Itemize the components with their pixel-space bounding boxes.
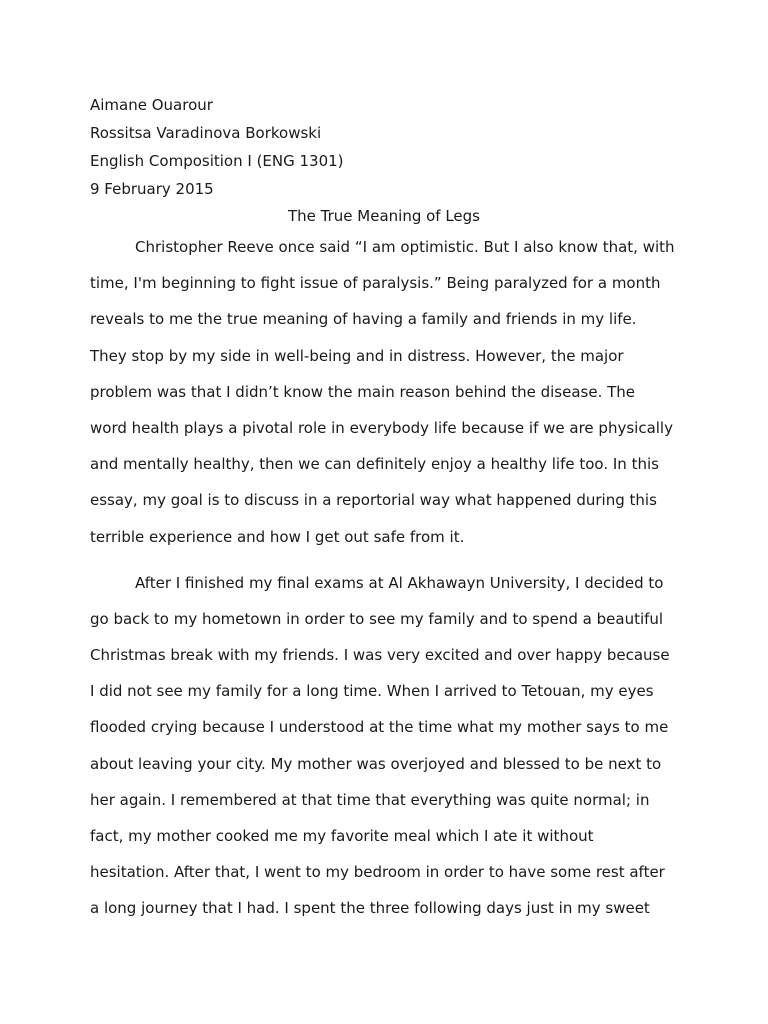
text-line: essay, my goal is to discuss in a reportorial way what happened during this (90, 491, 657, 510)
text-line: Christmas break with my friends. I was very excited and over happy because (90, 646, 670, 665)
text-line: and mentally healthy, then we can definitely enjoy a healthy life too. In this (90, 455, 659, 474)
author-name: Aimane Ouarour (90, 96, 213, 114)
text-line: a long journey that I had. I spent the three following days just in my sweet (90, 899, 650, 918)
text-line: reveals to me the true meaning of having a family and friends in my life. (90, 310, 637, 329)
text-line: problem was that I didn’t know the main reason behind the disease. The (90, 382, 636, 401)
text-line: Christopher Reeve once said “I am optimistic. But I also know that, with (135, 238, 675, 256)
text-line: terrible experience and how I get out safe from it. (90, 527, 465, 546)
essay-body (90, 229, 680, 927)
paragraph-spacer (90, 555, 680, 565)
paragraph-1 (90, 229, 680, 555)
essay-heading (90, 91, 690, 203)
text-line: fact, my mother cooked me my favorite meal which I ate it without (90, 827, 594, 845)
text-line: After I finished my final exams at Al Akhawayn University, I decided to (135, 573, 664, 592)
text-line: go back to my hometown in order to see my family and to spend a beautiful (90, 609, 664, 628)
text-line: her again. I remembered at that time that everything was quite normal; in (90, 790, 650, 809)
text-line: flooded crying because I understood at the time what my mother says to me (90, 718, 669, 737)
text-line: time, I'm beginning to fight issue of paralysis.” Being paralyzed for a month (90, 274, 661, 293)
course-name: English Composition I (ENG 1301) (90, 152, 344, 170)
text-line: word health plays a pivotal role in everybody life because if we are physically (90, 418, 673, 437)
text-line: hesitation. After that, I went to my bedroom in order to have some rest after (90, 863, 665, 882)
text-line: about leaving your city. My mother was overjoyed and blessed to be next to (90, 754, 662, 773)
essay-title: The True Meaning of Legs (287, 207, 480, 225)
text-line: I did not see my family for a long time. When I arrived to Tetouan, my eyes (90, 682, 654, 701)
paragraph-2 (90, 565, 680, 927)
text-line: They stop by my side in well-being and in distress. However, the major (90, 346, 624, 365)
essay-date: 9 February 2015 (90, 180, 214, 198)
instructor-name: Rossitsa Varadinova Borkowski (90, 124, 322, 142)
